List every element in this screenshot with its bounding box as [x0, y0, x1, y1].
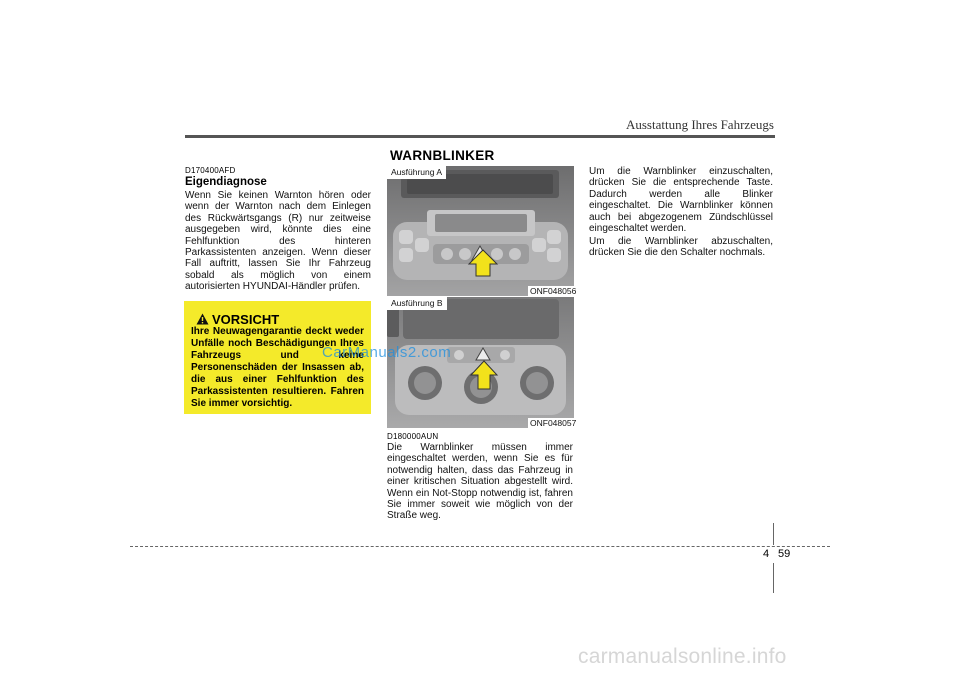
caution-text: Ihre Neuwagengarantie deckt weder Unfälle noch Beschädigungen Ihres Fahrzeugs und keine Personenschäden der Insassen ab, die aus einer Fehlfunktion des Parkassistenten resultieren. Fahren Sie immer vorsichtig. — [191, 326, 364, 409]
paragraph-abschalten: Um die Warnblinker abzuschalten, drücken Sie die den Schalter nochmals. — [589, 236, 773, 259]
section-code-middle: D180000AUN — [387, 432, 439, 441]
console-a-illustration — [387, 166, 574, 296]
section-title-warnblinker: WARNBLINKER — [390, 148, 495, 163]
warning-triangle-icon — [196, 313, 209, 325]
figure-b-code: ONF048057 — [530, 418, 577, 428]
paragraph-warnblinker: Die Warnblinker müssen immer eingeschaltet werden, wenn Sie es für notwendig halten, dass das Fahrzeug in einer kritischen Situation abgestellt wird. Wenn ein Not-Stopp notwendig ist, fahren Sie immer soweit wie möglich von der Straße weg. — [387, 442, 573, 522]
figure-b-photo — [387, 297, 574, 428]
heading-eigendiagnose: Eigendiagnose — [185, 176, 267, 188]
console-b-illustration — [387, 297, 574, 428]
watermark-text: CarManuals2.com — [322, 344, 452, 361]
footer-divider — [130, 546, 830, 547]
section-code-left: D170400AFD — [185, 166, 236, 175]
crop-mark-top — [773, 523, 774, 545]
figure-a-photo — [387, 166, 574, 296]
figure-a-label: Ausführung A — [387, 166, 446, 179]
crop-mark-bottom — [773, 563, 774, 593]
caution-title: VORSICHT — [212, 312, 280, 327]
footer-site-link[interactable]: carmanualsonline.info — [578, 645, 787, 668]
paragraph-eigendiagnose: Wenn Sie keinen Warnton hören oder wenn der Warnton nach dem Einlegen des Rückwärtsgangs (R) nur zeitweise ausgegeben wird, könnte dies eine Fehlfunktion des hinteren Parkassistenten anzeigen. Wenn dieser Fall auftritt, lassen Sie Ihr Fahrzeug sobald als möglich von einem autorisierten HYUNDAI-Händler prüfen. — [185, 190, 371, 293]
figure-a-code: ONF048056 — [530, 286, 577, 296]
page-number: 59 — [778, 548, 791, 560]
page-chapter: 4 — [763, 548, 770, 560]
paragraph-einschalten: Um die Warnblinker einzuschalten, drücken Sie die entsprechende Taste. Dadurch werden alle Blinker eingeschaltet. Die Warnblinker können auch bei abgezogenem Zündschlüssel eingeschaltet werden. — [589, 166, 773, 235]
running-header: Ausstattung Ihres Fahrzeugs — [625, 117, 774, 132]
header-divider — [185, 135, 775, 138]
figure-b-label: Ausführung B — [387, 297, 447, 310]
